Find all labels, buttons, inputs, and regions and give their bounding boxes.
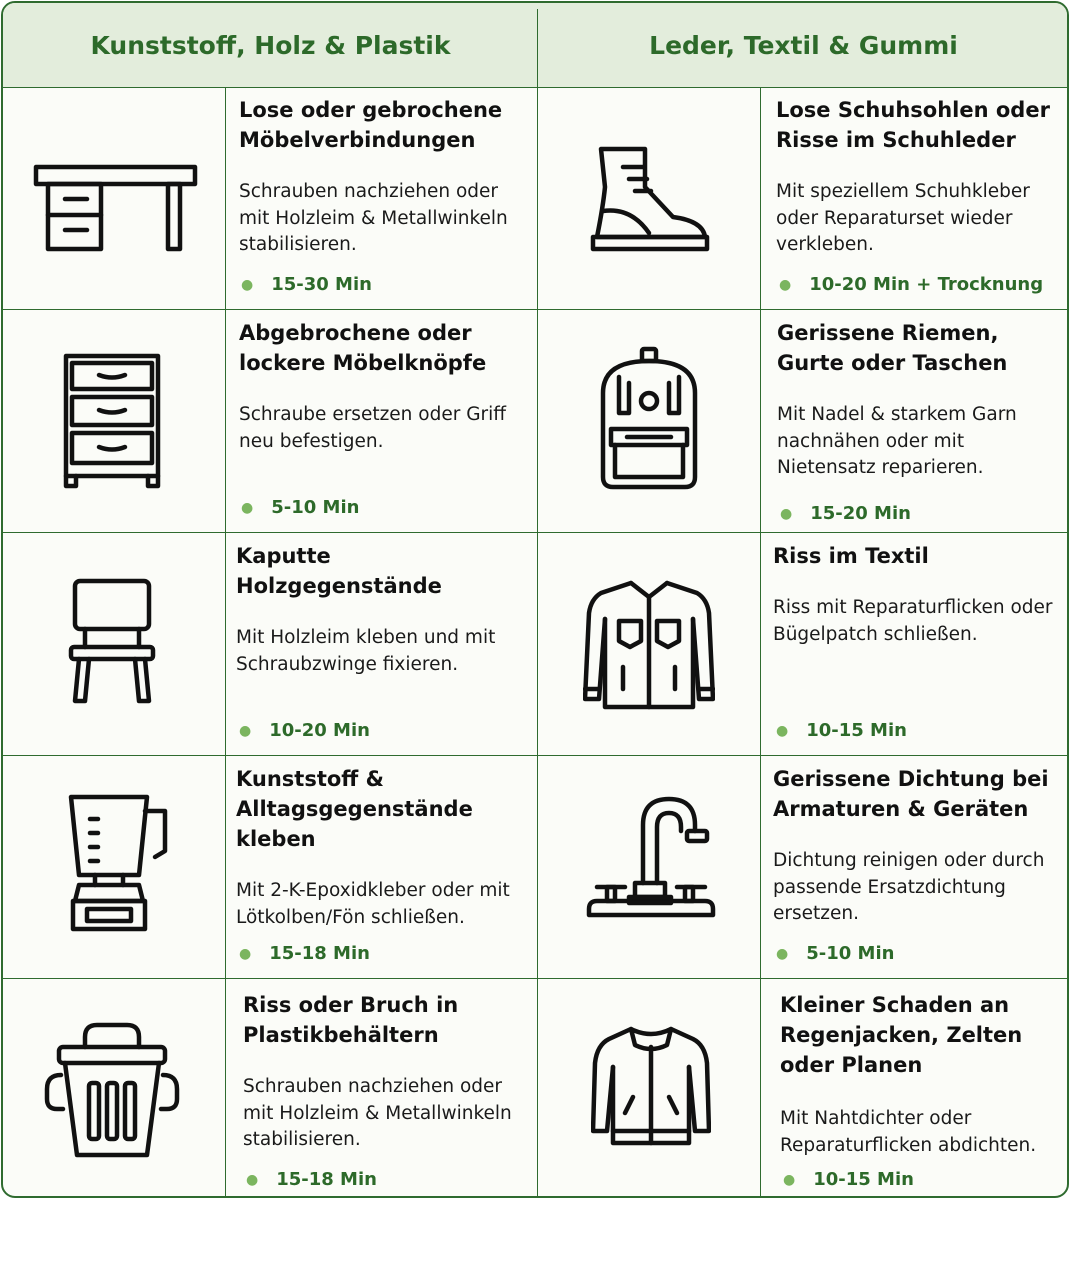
blender-icon	[65, 793, 175, 935]
backpack-icon	[597, 345, 701, 491]
bullet-icon: ●	[246, 1171, 259, 1188]
row-3-left-title-wrap	[236, 541, 526, 601]
row-2-right-title-wrap	[777, 318, 1067, 378]
item-time	[783, 1169, 914, 1190]
bullet-icon: ●	[241, 276, 254, 293]
item-title: Abgebrochene oder lockere Möbelknöpfe	[239, 321, 487, 375]
bullet-icon: ●	[780, 505, 793, 522]
time-label: 5-10 Min	[271, 497, 360, 518]
divider-left	[225, 87, 226, 1198]
item-time	[239, 943, 370, 964]
item-description: Mit Nahtdichter oder Reparaturflicken abdichten.	[780, 1108, 1037, 1156]
time-label: 10-15 Min	[813, 1169, 914, 1190]
row-4-right-title-wrap	[773, 764, 1063, 824]
item-title: Lose oder gebrochene Möbelverbindungen	[239, 98, 503, 152]
bullet-icon: ●	[241, 499, 254, 516]
header-left: Kunststoff, Holz & Plastik	[3, 3, 538, 87]
item-description: Riss mit Reparaturflicken oder Bügelpatch schließen.	[773, 597, 1053, 645]
item-time	[780, 503, 911, 524]
item-time	[241, 497, 359, 518]
desk-icon	[33, 163, 198, 253]
item-description: Schrauben nachziehen oder mit Holzleim & Metallwinkeln stabilisieren.	[239, 181, 508, 255]
row-5-right-title-wrap	[780, 990, 1069, 1080]
row-divider	[3, 309, 1069, 310]
time-label: 15-30 Min	[271, 274, 372, 295]
item-title: Kunststoff & Alltagsgegenstände kleben	[236, 767, 473, 851]
bullet-icon: ●	[776, 722, 789, 739]
item-description: Dichtung reinigen oder durch passende Ersatzdichtung ersetzen.	[773, 850, 1045, 924]
row-divider	[3, 755, 1069, 756]
row-1-right-title-wrap	[776, 95, 1066, 155]
bullet-icon: ●	[783, 1171, 796, 1188]
rain-jacket-icon	[591, 1023, 711, 1147]
repair-table	[1, 1, 1069, 1198]
faucet-icon	[585, 795, 717, 925]
item-time	[776, 720, 907, 741]
row-3-right-title-wrap	[773, 541, 1063, 571]
time-label: 5-10 Min	[806, 943, 895, 964]
item-description: Schrauben nachziehen oder mit Holzleim & Metallwinkeln stabilisieren.	[243, 1076, 512, 1150]
item-title: Riss im Textil	[773, 544, 929, 568]
row-4-left-title-wrap	[236, 764, 526, 854]
drawer-cabinet-icon	[61, 351, 163, 491]
time-label: 15-18 Min	[276, 1169, 377, 1190]
row-divider	[3, 87, 1069, 88]
item-time	[776, 943, 894, 964]
trash-bin-icon	[43, 1021, 181, 1161]
chair-icon	[67, 577, 157, 707]
row-1-left-title-wrap	[239, 95, 529, 155]
item-time	[239, 720, 370, 741]
time-label: 10-20 Min + Trocknung	[809, 274, 1044, 295]
row-5-left-title-wrap	[243, 990, 533, 1050]
item-time	[241, 274, 372, 295]
item-description: Mit Holzleim kleben und mit Schraubzwinge fixieren.	[236, 627, 496, 675]
item-description: Schraube ersetzen oder Griff neu befestigen.	[239, 404, 507, 452]
time-label: 15-18 Min	[269, 943, 370, 964]
item-title: Lose Schuhsohlen oder Risse im Schuhleder	[776, 98, 1050, 152]
row-divider	[3, 532, 1069, 533]
item-description: Mit 2-K-Epoxidkleber oder mit Lötkolben/Fön schließen.	[236, 880, 510, 928]
bullet-icon: ●	[776, 945, 789, 962]
bullet-icon: ●	[239, 945, 252, 962]
jacket-icon	[583, 577, 715, 711]
item-title: Riss oder Bruch in Plastikbehältern	[243, 993, 459, 1047]
bullet-icon: ●	[239, 722, 252, 739]
item-time	[779, 274, 1043, 295]
item-title: Gerissene Riemen, Gurte oder Taschen	[777, 321, 1008, 375]
divider-right	[760, 87, 761, 1198]
item-description: Mit Nadel & starkem Garn nachnähen oder mit Nietensatz reparieren.	[777, 404, 1017, 478]
item-title: Gerissene Dichtung bei Armaturen & Geräten	[773, 767, 1049, 821]
time-label: 10-15 Min	[806, 720, 907, 741]
time-label: 15-20 Min	[810, 503, 911, 524]
time-label: 10-20 Min	[269, 720, 370, 741]
item-time	[246, 1169, 377, 1190]
bullet-icon: ●	[779, 276, 792, 293]
divider-center	[537, 9, 538, 1198]
item-description: Mit speziellem Schuhkleber oder Reparaturset wieder verkleben.	[776, 181, 1030, 255]
boot-icon	[589, 145, 711, 253]
item-title: Kleiner Schaden an Regenjacken, Zelten oder Planen	[780, 993, 1023, 1077]
header-right: Leder, Textil & Gummi	[538, 3, 1069, 87]
row-divider	[3, 978, 1069, 979]
item-title: Kaputte Holzgegenstände	[236, 544, 442, 598]
row-2-left-title-wrap	[239, 318, 529, 378]
